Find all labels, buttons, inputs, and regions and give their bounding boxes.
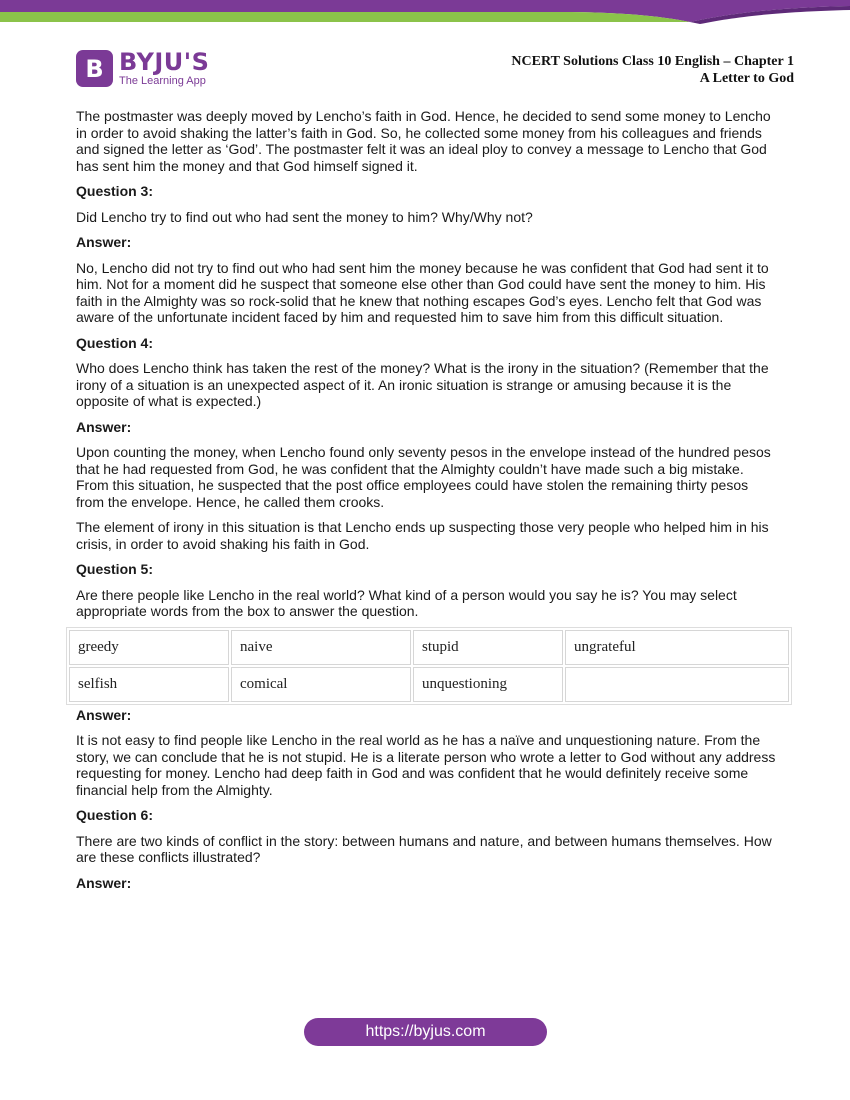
answer-5-heading: Answer:	[76, 706, 132, 723]
word-box-cell: ungrateful	[565, 630, 789, 665]
question-4-heading: Question 4:	[76, 334, 154, 351]
document-header	[511, 53, 794, 87]
header-title-line2: A Letter to God	[699, 71, 794, 86]
logo-mark: B	[76, 50, 113, 87]
answer-3-text: No, Lencho did not try to find out who had sent him the money because he was confident that God had sent it to him. Not for a moment did he suspect that someone else other than God could have sent the money to him. His faith in the Almighty was so rock-solid that he knew that nothing escapes God’s eyes. Lencho felt that God was aware of the unfortunate incident faced by him and requested him to save him from this difficult situation.	[76, 259, 769, 325]
word-box-cell: unquestioning	[413, 667, 563, 702]
question-6-text: There are two kinds of conflict in the story: between humans and nature, and between humans themselves. How are these conflicts illustrated?	[76, 832, 772, 865]
answer-4-text-2: The element of irony in this situation is that Lencho ends up suspecting those very people who helped him in his crisis, in order to avoid shaking his faith in God.	[76, 519, 769, 552]
answer-4-text-1: Upon counting the money, when Lencho found only seventy pesos in the envelope instead of the hundred pesos that he had requested from God, he was confident that the Almighty couldn’t have made such a big mistake. From this situation, he suspected that the post office employees could have stolen the remaining thirty pesos from the envelope. Hence, he called them crooks.	[76, 444, 771, 510]
question-5-heading: Question 5:	[76, 561, 154, 577]
word-box-cell: stupid	[413, 630, 563, 665]
word-box-table	[66, 627, 792, 705]
logo-tagline: The Learning App	[119, 75, 206, 87]
header-title-line1: NCERT Solutions Class 10 English – Chapter 1	[511, 54, 794, 69]
document-body	[76, 108, 776, 900]
word-box-cell: greedy	[69, 630, 229, 665]
answer-6-heading: Answer:	[76, 874, 132, 891]
top-decorative-band	[0, 0, 850, 24]
logo-name: BYJU'S	[119, 48, 210, 76]
intro-paragraph: The postmaster was deeply moved by Lencho’s faith in God. Hence, he decided to send some money to Lencho in order to avoid shaking the latter’s faith in God. So, he collected some money from his colleagues and friends and signed the letter as ‘God’. The postmaster felt it was an ideal ploy to convey a message to Lencho that God has sent him the money and that God himself signed it.	[76, 108, 771, 174]
answer-3-heading: Answer:	[76, 234, 132, 250]
question-4-text: Who does Lencho think has taken the rest of the money? What is the irony in the situation? (Remember that the irony of a situation is an unexpected aspect of it. An ironic situation is strange or amusing because it is the opposite of what is expected.)	[76, 360, 769, 409]
question-3-heading: Question 3:	[76, 183, 154, 199]
word-box-cell	[565, 667, 789, 702]
question-3-text: Did Lencho try to find out who had sent the money to him? Why/Why not?	[76, 208, 533, 225]
footer-url-link[interactable]: https://byjus.com	[304, 1018, 547, 1046]
word-box-cell: naive	[231, 630, 411, 665]
word-box-cell: selfish	[69, 667, 229, 702]
answer-4-heading: Answer:	[76, 418, 132, 435]
word-box-row	[69, 630, 789, 665]
question-6-heading: Question 6:	[76, 807, 154, 823]
byjus-logo	[76, 50, 209, 88]
word-box-cell: comical	[231, 667, 411, 702]
word-box-row	[69, 667, 789, 702]
question-5-text: Are there people like Lencho in the real world? What kind of a person would you say he is? You may select appropriate words from the box to answer the question.	[76, 586, 737, 619]
answer-5-text: It is not easy to find people like Lencho in the real world as he has a naïve and unquestioning nature. From the story, we can conclude that he is not stupid. He is a literate person who wrote a letter to God without any address requesting for money. Lencho had deep faith in God and was confident that he would definitely receive some financial help from the Almighty.	[76, 732, 776, 798]
